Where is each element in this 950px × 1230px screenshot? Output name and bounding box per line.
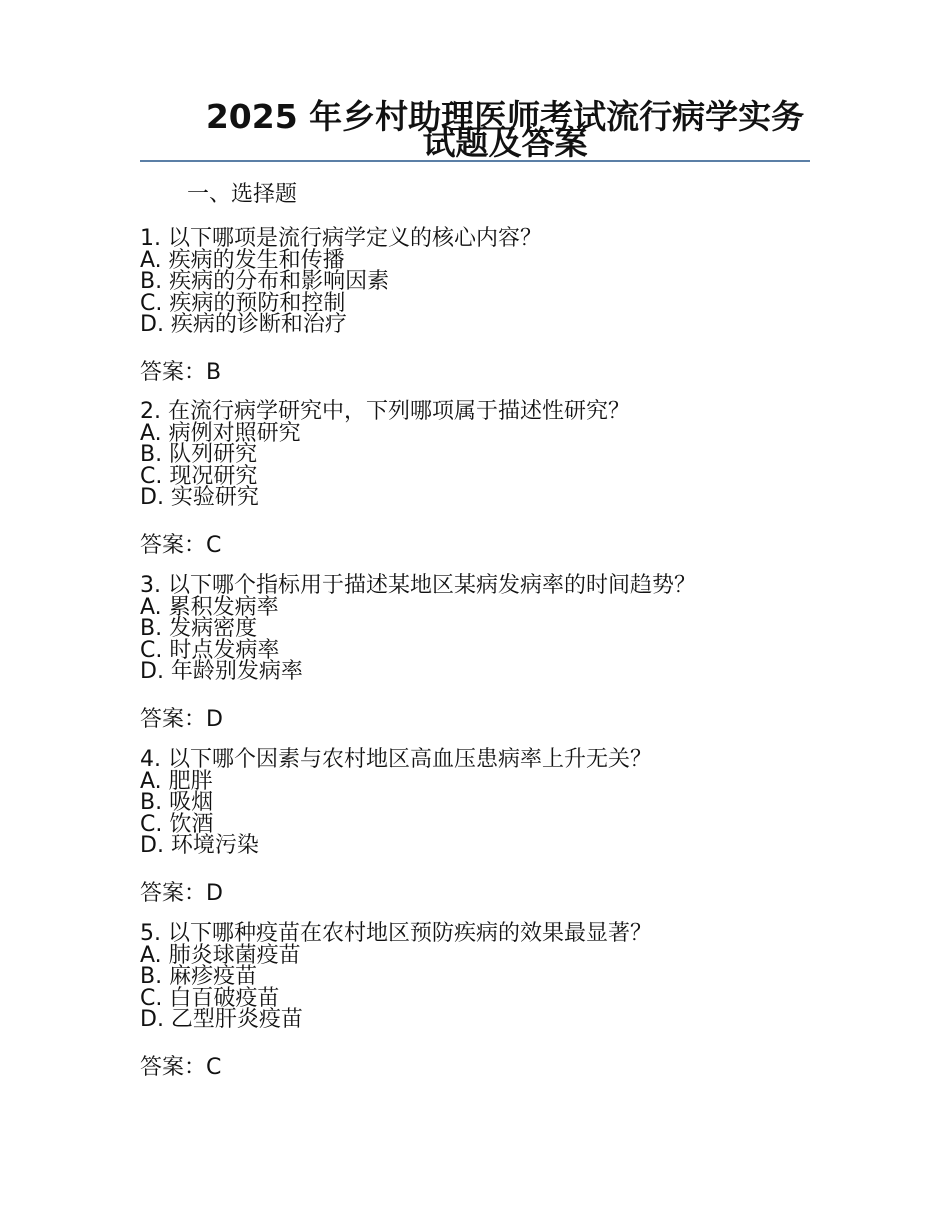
section-heading: 一、选择题 bbox=[187, 182, 298, 207]
option-c: C. 现况研究 bbox=[140, 463, 258, 489]
option-a: A. 疾病的发生和传播 bbox=[140, 247, 345, 273]
title-underline bbox=[140, 160, 810, 162]
option-d: D. 年龄别发病率 bbox=[140, 659, 303, 684]
option-a: A. 病例对照研究 bbox=[140, 420, 301, 446]
option-c: C. 饮酒 bbox=[140, 811, 214, 837]
option-c: C. 时点发病率 bbox=[140, 637, 280, 663]
question-2 bbox=[140, 401, 820, 560]
option-a: A. 累积发病率 bbox=[140, 594, 279, 620]
option-b: B. 发病密度 bbox=[140, 616, 258, 641]
answer-line: 答案：C bbox=[140, 532, 222, 558]
question-5 bbox=[140, 923, 820, 1082]
option-b: B. 麻疹疫苗 bbox=[140, 964, 258, 989]
answer-line: 答案：D bbox=[140, 880, 223, 906]
question-stem: 1. 以下哪项是流行病学定义的核心内容？ bbox=[140, 226, 542, 251]
question-1 bbox=[140, 228, 820, 387]
option-d: D. 环境污染 bbox=[140, 833, 259, 858]
question-4 bbox=[140, 749, 820, 908]
question-stem: 3. 以下哪个指标用于描述某地区某病发病率的时间趋势？ bbox=[140, 573, 696, 598]
option-b: B. 队列研究 bbox=[140, 442, 258, 467]
answer-line: 答案：D bbox=[140, 706, 223, 732]
option-a: A. 肺炎球菌疫苗 bbox=[140, 942, 301, 968]
question-stem: 5. 以下哪种疫苗在农村地区预防疾病的效果最显著？ bbox=[140, 921, 652, 946]
option-c: C. 白百破疫苗 bbox=[140, 985, 280, 1011]
answer-line: 答案：C bbox=[140, 1054, 222, 1080]
question-stem: 2. 在流行病学研究中，下列哪项属于描述性研究？ bbox=[140, 399, 630, 424]
option-b: B. 吸烟 bbox=[140, 790, 214, 815]
option-d: D. 实验研究 bbox=[140, 485, 259, 510]
question-3 bbox=[140, 575, 820, 734]
question-stem: 4. 以下哪个因素与农村地区高血压患病率上升无关？ bbox=[140, 747, 652, 772]
document-title: 2025 年乡村助理医师考试流行病学实务试题及答案 bbox=[205, 97, 805, 162]
option-d: D. 乙型肝炎疫苗 bbox=[140, 1007, 303, 1032]
answer-line: 答案：B bbox=[140, 359, 222, 385]
option-b: B. 疾病的分布和影响因素 bbox=[140, 269, 390, 294]
option-a: A. 肥胖 bbox=[140, 768, 213, 794]
option-c: C. 疾病的预防和控制 bbox=[140, 290, 346, 316]
option-d: D. 疾病的诊断和治疗 bbox=[140, 312, 347, 337]
